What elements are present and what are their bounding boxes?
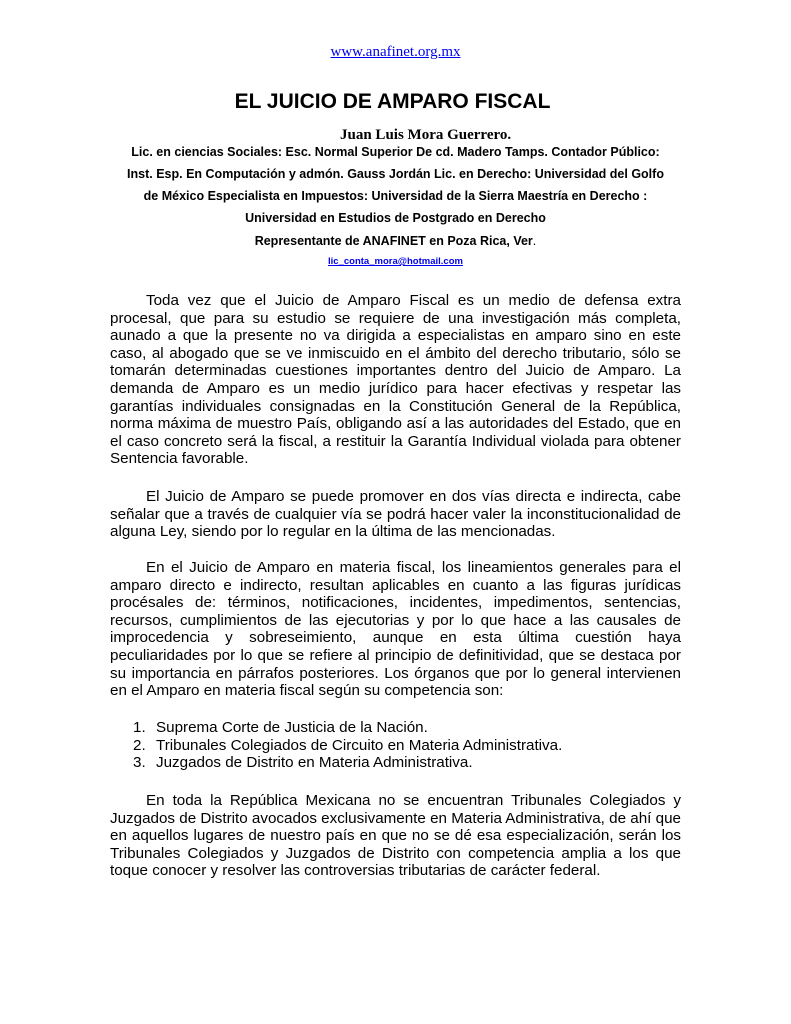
paragraph <box>110 488 681 541</box>
list-item-text: Juzgados de Distrito en Materia Administrativa. <box>156 754 473 772</box>
paragraph-text: En el Juicio de Amparo en materia fiscal, los lineamientos generales para el amparo directo e indirecto, resultan aplicables en cuanto a las figuras jurídicas procésales de: términos, notificaciones, incidentes, impedimentos, sentencias, recursos, cumplimientos de las ejecutorias y por lo que hace a las causales de improcedencia y sobreseimiento, aunque en esta última cuestión haya peculiaridades por lo que se refiere al principio de definitividad, que se destaca por su importancia en párrafos posteriores. Los órganos que por lo general intervienen en el Amparo en materia fiscal según su competencia son: <box>110 559 681 700</box>
author-email-link[interactable]: lic_conta_mora@hotmail.com <box>328 256 463 267</box>
paragraph-text: En toda la República Mexicana no se encuentran Tribunales Colegiados y Juzgados de Distrito avocados exclusivamente en Materia Administrativa, de ahí que en aquellos lugares de nuestro país en que no se dé esa especialización, serán los Tribunales Colegiados y Juzgados de Distrito con competencia amplia a los que toque conocer y resolver las controversias tributarias de carácter federal. <box>110 792 681 880</box>
paragraph <box>110 559 681 700</box>
author-credentials-line: de México Especialista en Impuestos: Universidad de la Sierra Maestría en Derecho : <box>143 189 648 203</box>
website-link[interactable]: www.anafinet.org.mx <box>330 44 461 60</box>
list-item-text: Suprema Corte de Justicia de la Nación. <box>156 719 428 736</box>
list-item-number: 2. <box>133 736 146 754</box>
author-credentials-line <box>0 234 791 248</box>
list-item-number: 1. <box>133 719 146 736</box>
document-title: EL JUICIO DE AMPARO FISCAL <box>234 90 551 113</box>
paragraph <box>110 792 681 880</box>
competent-bodies-list <box>130 719 562 772</box>
credentials-representative: Representante de ANAFINET en Poza Rica, Ver <box>254 234 533 248</box>
paragraph-text: Toda vez que el Juicio de Amparo Fiscal es un medio de defensa extra procesal, que para su estudio se requiere de una investigación más completa, aunado a que la presente no va dirigida a especialistas en amparo sino en este caso, al abogado que se ve inmiscuido en el ámbito del derecho tributario, sólo se tomarán determinadas cuestiones importantes dentro del Juicio de Amparo. La demanda de Amparo es un medio jurídico para hacer efectivas y respetar las garantías individuales consignadas en la Constitución General de la República, norma máxima de muestro País, obligando así a las autoridades del Estado, que en el caso concreto será la fiscal, a restituir la Garantía Individual violada para obtener Sentencia favorable. <box>110 292 681 468</box>
author-name: Juan Luis Mora Guerrero. <box>340 127 512 143</box>
author-credentials-line: Universidad en Estudios de Postgrado en Derecho <box>245 211 546 225</box>
credentials-period: . <box>532 234 537 248</box>
list-item-text: Tribunales Colegiados de Circuito en Materia Administrativa. <box>156 736 563 754</box>
paragraph-text: El Juicio de Amparo se puede promover en dos vías directa e indirecta, cabe señalar que a través de cualquier vía se podrá hacer valer la inconstitucionalidad de alguna Ley, siendo por lo regular en la última de las mencionadas. <box>110 488 681 541</box>
list-item <box>130 719 562 737</box>
list-item <box>130 737 562 755</box>
paragraph <box>110 292 681 468</box>
author-credentials-line: Lic. en ciencias Sociales: Esc. Normal Superior De cd. Madero Tamps. Contador Público: <box>131 145 660 159</box>
author-credentials-line: Inst. Esp. En Computación y admón. Gauss Jordán Lic. en Derecho: Universidad del Golfo <box>127 167 664 181</box>
list-item-number: 3. <box>133 754 146 772</box>
list-item <box>130 754 562 772</box>
